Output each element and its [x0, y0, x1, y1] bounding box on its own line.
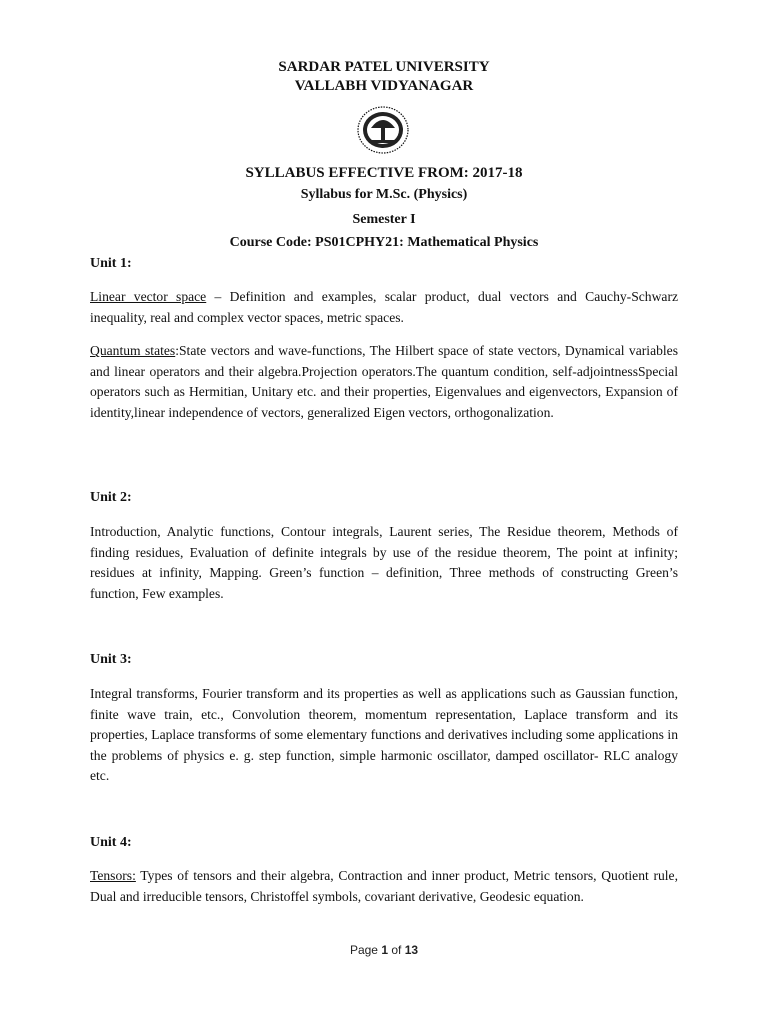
page-number — [0, 943, 768, 957]
syllabus-effective: SYLLABUS EFFECTIVE FROM: 2017-18 — [245, 165, 523, 181]
programme-title: Syllabus for M.Sc. (Physics) — [300, 187, 468, 202]
page-current: 1 — [381, 943, 388, 957]
topic-linear-vector-space: Linear vector space — [90, 289, 207, 304]
paragraph-text: Integral transforms, Fourier transform and its properties as well as applications such as Gaussian function, finite wave train, etc., Convolution theorem, momentum representation, Laplace transform and its properties, Laplace transforms of some elementary functions and derivatives including some applications in the problems of physics e. g. step function, simple harmonic oscillator, damped oscillator- RLC analogy etc. — [90, 686, 678, 783]
unit-1-paragraph-1 — [90, 287, 678, 328]
paragraph-text: Types of tensors and their algebra, Contraction and inner product, Metric tensors, Quotient rule, Dual and irreducible tensors, Christoffel symbols, covariant derivative, Geodesic equation. — [90, 868, 678, 904]
university-seal-icon — [357, 106, 409, 154]
unit-3-heading: Unit 3: — [90, 652, 132, 667]
paragraph-text: – Definition and examples, scalar product, dual vectors and Cauchy-Schwarz inequality, real and complex vector spaces, metric spaces. — [90, 289, 679, 325]
course-code: Course Code: PS01CPHY21: Mathematical Physics — [229, 235, 539, 250]
unit-3-paragraph-1 — [90, 684, 678, 787]
paragraph-text: Introduction, Analytic functions, Contour integrals, Laurent series, The Residue theorem, Methods of finding residues, Evaluation of definite integrals by use of the residue theorem, The point at infinity; residues at infinity, Mapping. Green’s function – definition, Three methods of constructing Green’s function, Few examples. — [90, 524, 678, 601]
paragraph-text: :State vectors and wave-functions, The Hilbert space of state vectors, Dynamical variables and linear operators and their algebra.Projection operators.The quantum condition, self-adjointnessSpecial operators such as Hermitian, Unitary etc. and their properties, Eigenvalues and eigenvectors, Expansion of identity,linear independence of vectors, generalized Eigen vectors, orthogonalization. — [90, 343, 678, 420]
unit-4-heading: Unit 4: — [90, 835, 132, 850]
unit-1-paragraph-2 — [90, 341, 678, 423]
page-word: Page — [349, 943, 378, 957]
topic-tensors: Tensors: — [90, 868, 136, 883]
unit-2-heading: Unit 2: — [90, 490, 132, 505]
page-of: of — [391, 943, 402, 957]
semester-label: Semester I — [352, 212, 416, 227]
unit-4-paragraph-1 — [90, 866, 678, 907]
university-city: VALLABH VIDYANAGAR — [294, 78, 474, 94]
topic-quantum-states: Quantum states — [90, 343, 176, 358]
unit-2-paragraph-1 — [90, 522, 678, 604]
page-total: 13 — [404, 943, 419, 957]
unit-1-heading: Unit 1: — [90, 256, 132, 271]
university-name: SARDAR PATEL UNIVERSITY — [278, 59, 490, 75]
